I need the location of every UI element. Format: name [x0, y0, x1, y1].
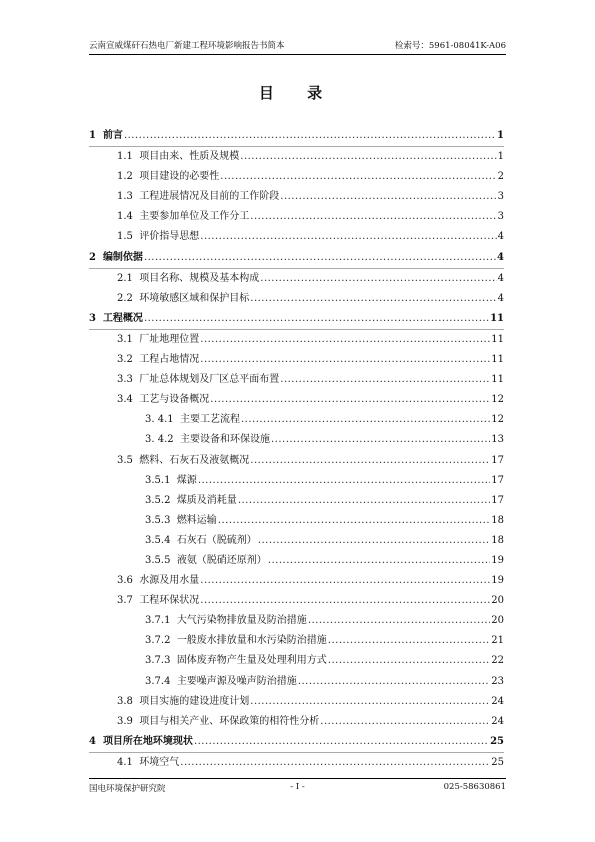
toc-entry-number: 3.7.1 — [145, 615, 171, 627]
footer-phone: 025-58630861 — [443, 782, 506, 792]
toc-entry-number: 3. 4.1 — [145, 414, 174, 426]
toc-entry-label — [117, 571, 199, 586]
toc-entry-page: 11 — [491, 374, 504, 386]
toc-entry-page: 17 — [491, 474, 504, 486]
toc-entry-page: 23 — [491, 675, 504, 687]
toc-entry[interactable] — [89, 289, 504, 309]
toc-entry-page: 18 — [491, 534, 504, 546]
toc-entry[interactable] — [89, 753, 504, 773]
toc-leader-dots — [250, 455, 490, 466]
toc-entry-number: 2.2 — [117, 292, 133, 304]
toc-entry-number: 3.5.1 — [145, 474, 171, 486]
toc-entry-number: 3.2 — [117, 354, 133, 366]
toc-entry-text: 石灰石（脱硫剂） — [176, 534, 257, 546]
toc-entry-label — [145, 631, 327, 646]
toc-entry[interactable] — [89, 330, 504, 350]
toc-entry[interactable] — [89, 611, 504, 631]
toc-entry-label — [117, 390, 209, 405]
toc-entry-number: 3.6 — [117, 575, 133, 587]
toc-entry-number: 2 — [89, 251, 96, 263]
toc-entry-page: 4 — [497, 231, 504, 243]
toc-leader-dots — [144, 313, 489, 324]
toc-entry[interactable] — [89, 692, 504, 712]
toc-entry-text: 工程环保状况 — [139, 595, 200, 607]
toc-leader-dots — [200, 575, 490, 586]
toc-entry-page: 1 — [497, 151, 504, 163]
toc-entry-label — [117, 451, 249, 466]
toc-entry-page: 4 — [497, 272, 504, 284]
toc-entry-text: 前言 — [102, 130, 123, 141]
toc-entry-text: 煤源 — [176, 474, 197, 486]
toc-entry-label — [117, 227, 199, 242]
toc-entry[interactable] — [89, 430, 504, 450]
footer-organization: 国电环境保护研究院 — [89, 784, 166, 794]
toc-entry-label — [117, 289, 249, 304]
toc-entry[interactable] — [89, 187, 504, 207]
toc-entry-label — [117, 591, 199, 606]
toc-entry-number: 3.5.4 — [145, 534, 171, 546]
toc-entry-text: 主要噪声源及噪声防治措施 — [176, 675, 297, 687]
toc-entry-page: 19 — [491, 554, 504, 566]
toc-leader-dots — [268, 555, 490, 566]
toc-entry-page: 20 — [491, 595, 504, 607]
toc-entry-label — [117, 187, 279, 202]
toc-entry-page: 11 — [491, 333, 504, 345]
toc-entry-text: 项目建设的必要性 — [139, 171, 220, 183]
toc-entry[interactable] — [89, 712, 504, 732]
toc-entry[interactable] — [89, 309, 504, 330]
toc-entry-text: 主要参加单位及工作分工 — [139, 211, 250, 223]
toc-entry-label — [89, 248, 143, 263]
toc-entry-number: 4.1 — [117, 756, 133, 768]
toc-entry-text: 项目实施的建设进度计划 — [139, 695, 250, 707]
toc-entry-page: 25 — [490, 735, 504, 747]
toc-entry-number: 3.5 — [117, 454, 133, 466]
toc-leader-dots — [200, 595, 490, 606]
footer-page-number: - I - — [290, 782, 305, 792]
toc-entry-number: 1 — [89, 130, 96, 141]
toc-entry-text: 煤质及消耗量 — [176, 494, 237, 506]
toc-entry-number: 3.8 — [117, 695, 133, 707]
toc-leader-dots — [258, 535, 490, 546]
toc-entry[interactable] — [89, 207, 504, 227]
toc-entry-number: 3.7 — [117, 595, 133, 607]
toc-entry-label — [117, 269, 259, 284]
toc-entry-text: 水源及用水量 — [139, 575, 200, 587]
toc-entry-text: 工艺与设备概况 — [139, 394, 210, 406]
toc-entry[interactable] — [89, 390, 504, 410]
toc-leader-dots — [241, 414, 490, 425]
toc-entry-text: 工程进展情况及目前的工作阶段 — [139, 191, 280, 203]
toc-entry[interactable] — [89, 167, 504, 187]
toc-leader-dots — [250, 211, 496, 222]
toc-entry-page: 13 — [491, 434, 504, 446]
toc-entry-page: 18 — [491, 514, 504, 526]
page-footer — [89, 778, 506, 793]
toc-entry[interactable] — [89, 471, 504, 491]
toc-entry[interactable] — [89, 451, 504, 471]
toc-entry-text: 固体废弃物产生量及处理利用方式 — [176, 655, 327, 667]
page-header — [89, 38, 506, 55]
toc-entry-number: 3.7.2 — [145, 635, 171, 647]
header-document-title: 云南宣威煤矸石热电厂新建工程环境影响报告书简本 — [89, 41, 285, 51]
toc-leader-dots — [200, 334, 490, 345]
toc-entry-number: 1.2 — [117, 171, 133, 183]
toc-entry[interactable] — [89, 591, 504, 611]
toc-leader-dots — [210, 394, 490, 405]
toc-entry-label — [117, 167, 219, 182]
header-index-number: 检索号：5961-08041K-A06 — [394, 41, 506, 51]
toc-entry-number: 3.5.2 — [145, 494, 171, 506]
toc-entry-number: 1.3 — [117, 191, 133, 203]
toc-entry[interactable] — [89, 370, 504, 390]
toc-entry-text: 燃料、石灰石及液氨概况 — [139, 454, 250, 466]
toc-entry-page: 24 — [491, 715, 504, 727]
toc-entry-page: 25 — [491, 756, 504, 768]
toc-entry-label — [145, 410, 240, 425]
toc-entry-page: 11 — [490, 312, 504, 324]
toc-entry-label — [145, 531, 257, 546]
toc-entry-label — [145, 430, 270, 445]
toc-entry-number: 3. 4.2 — [145, 434, 174, 446]
toc-entry[interactable] — [89, 651, 504, 671]
toc-leader-dots — [271, 434, 490, 445]
toc-leader-dots — [298, 676, 490, 687]
toc-entry-text: 大气污染物排放量及防治措施 — [176, 615, 307, 627]
toc-title: 目 录 — [258, 84, 337, 102]
toc-entry-page: 20 — [491, 615, 504, 627]
toc-entry-number: 4 — [89, 735, 96, 747]
toc-entry[interactable] — [89, 732, 504, 753]
toc-entry-label — [145, 551, 267, 566]
toc-entry-text: 评价指导思想 — [139, 231, 200, 243]
toc-entry-page: 17 — [491, 494, 504, 506]
toc-entry-number: 1.4 — [117, 211, 133, 223]
toc-leader-dots — [220, 171, 496, 182]
toc-leader-dots — [320, 716, 490, 727]
toc-entry-label — [89, 126, 123, 141]
toc-entry-label — [145, 491, 237, 506]
toc-entry-label — [117, 712, 319, 727]
toc-entry-page: 3 — [497, 191, 504, 203]
toc-entry-page: 4 — [497, 251, 504, 263]
toc-entry[interactable] — [89, 410, 504, 430]
toc-entry-label — [145, 611, 307, 626]
toc-entry[interactable] — [89, 126, 504, 147]
toc-entry-text: 厂址总体规划及厂区总平面布置 — [139, 374, 280, 386]
toc-entry[interactable] — [89, 631, 504, 651]
toc-entry-page: 22 — [491, 655, 504, 667]
toc-leader-dots — [308, 615, 490, 626]
toc-entry[interactable] — [89, 269, 504, 289]
toc-entry[interactable] — [89, 531, 504, 551]
toc-entry-text: 项目名称、规模及基本构成 — [139, 272, 260, 284]
toc-entry-label — [89, 309, 143, 324]
toc-leader-dots — [194, 736, 489, 747]
toc-leader-dots — [180, 757, 490, 768]
toc-entry-number: 3 — [89, 312, 96, 324]
toc-entry[interactable] — [89, 147, 504, 167]
toc-entry-label — [145, 471, 197, 486]
toc-entry-number: 3.1 — [117, 333, 133, 345]
toc-entry-page: 1 — [497, 130, 504, 141]
toc-entry-page: 12 — [491, 414, 504, 426]
toc-entry-text: 工程概况 — [102, 312, 143, 324]
toc-leader-dots — [200, 354, 490, 365]
toc-entry-label — [117, 370, 279, 385]
toc-entry-label — [145, 511, 217, 526]
toc-entry[interactable] — [89, 491, 504, 511]
toc-leader-dots — [238, 495, 490, 506]
toc-entry-page: 17 — [491, 454, 504, 466]
toc-entry-label — [117, 753, 179, 768]
toc-entry-label — [117, 207, 249, 222]
toc-leader-dots — [328, 635, 490, 646]
toc-entry-page: 11 — [491, 354, 504, 366]
toc-entry-text: 项目由来、性质及规模 — [139, 151, 240, 163]
toc-entry-number: 1.1 — [117, 151, 133, 163]
toc-entry-text: 主要设备和环保设施 — [179, 434, 270, 446]
toc-entry-page: 4 — [497, 292, 504, 304]
toc-entry-text: 一般废水排放量和水污染防治措施 — [176, 635, 327, 647]
toc-entry[interactable] — [89, 672, 504, 692]
toc-entry-text: 燃料运输 — [176, 514, 217, 526]
toc-leader-dots — [250, 696, 490, 707]
toc-entry-page: 19 — [491, 575, 504, 587]
toc-entry-text: 厂址地理位置 — [139, 333, 200, 345]
toc-leader-dots — [250, 293, 496, 304]
toc-entry-text: 主要工艺流程 — [179, 414, 240, 426]
toc-entry-number: 2.1 — [117, 272, 133, 284]
toc-leader-dots — [144, 252, 496, 263]
toc-leader-dots — [218, 515, 490, 526]
toc-entry-page: 24 — [491, 695, 504, 707]
toc-entry-label — [145, 672, 297, 687]
toc-entry[interactable] — [89, 571, 504, 591]
toc-leader-dots — [280, 374, 490, 385]
toc-entry-page: 21 — [491, 635, 504, 647]
toc-entry-number: 3.7.3 — [145, 655, 171, 667]
toc-leader-dots — [198, 475, 490, 486]
table-of-contents — [89, 126, 504, 773]
toc-leader-dots — [200, 231, 496, 242]
toc-leader-dots — [124, 130, 496, 141]
toc-entry-number: 3.3 — [117, 374, 133, 386]
toc-entry-page: 2 — [497, 171, 504, 183]
toc-entry-text: 工程占地情况 — [139, 354, 200, 366]
toc-entry-page: 3 — [497, 211, 504, 223]
toc-entry-text: 项目所在地环境现状 — [102, 735, 193, 747]
toc-entry-text: 环境空气 — [139, 756, 180, 768]
toc-entry-number: 3.4 — [117, 394, 133, 406]
toc-entry-number: 3.5.3 — [145, 514, 171, 526]
toc-entry-text: 项目与相关产业、环保政策的相符性分析 — [139, 715, 320, 727]
toc-leader-dots — [260, 273, 496, 284]
toc-leader-dots — [280, 191, 496, 202]
toc-leader-dots — [328, 655, 490, 666]
toc-entry[interactable] — [89, 227, 504, 247]
toc-entry[interactable] — [89, 248, 504, 269]
toc-entry-number: 1.5 — [117, 231, 133, 243]
toc-entry-label — [89, 732, 193, 747]
toc-entry-label — [145, 651, 327, 666]
toc-entry-label — [117, 350, 199, 365]
toc-entry[interactable] — [89, 350, 504, 370]
toc-entry[interactable] — [89, 551, 504, 571]
toc-leader-dots — [240, 151, 496, 162]
toc-entry-number: 3.7.4 — [145, 675, 171, 687]
toc-entry-text: 编制依据 — [102, 251, 143, 263]
toc-entry-text: 环境敏感区域和保护目标 — [139, 292, 250, 304]
toc-entry-text: 液氨（脱硝还原剂） — [176, 554, 267, 566]
toc-entry-number: 3.9 — [117, 715, 133, 727]
toc-entry-label — [117, 692, 249, 707]
toc-entry-page: 12 — [491, 394, 504, 406]
toc-entry-label — [117, 147, 239, 162]
toc-entry-number: 3.5.5 — [145, 554, 171, 566]
toc-entry[interactable] — [89, 511, 504, 531]
toc-entry-label — [117, 330, 199, 345]
